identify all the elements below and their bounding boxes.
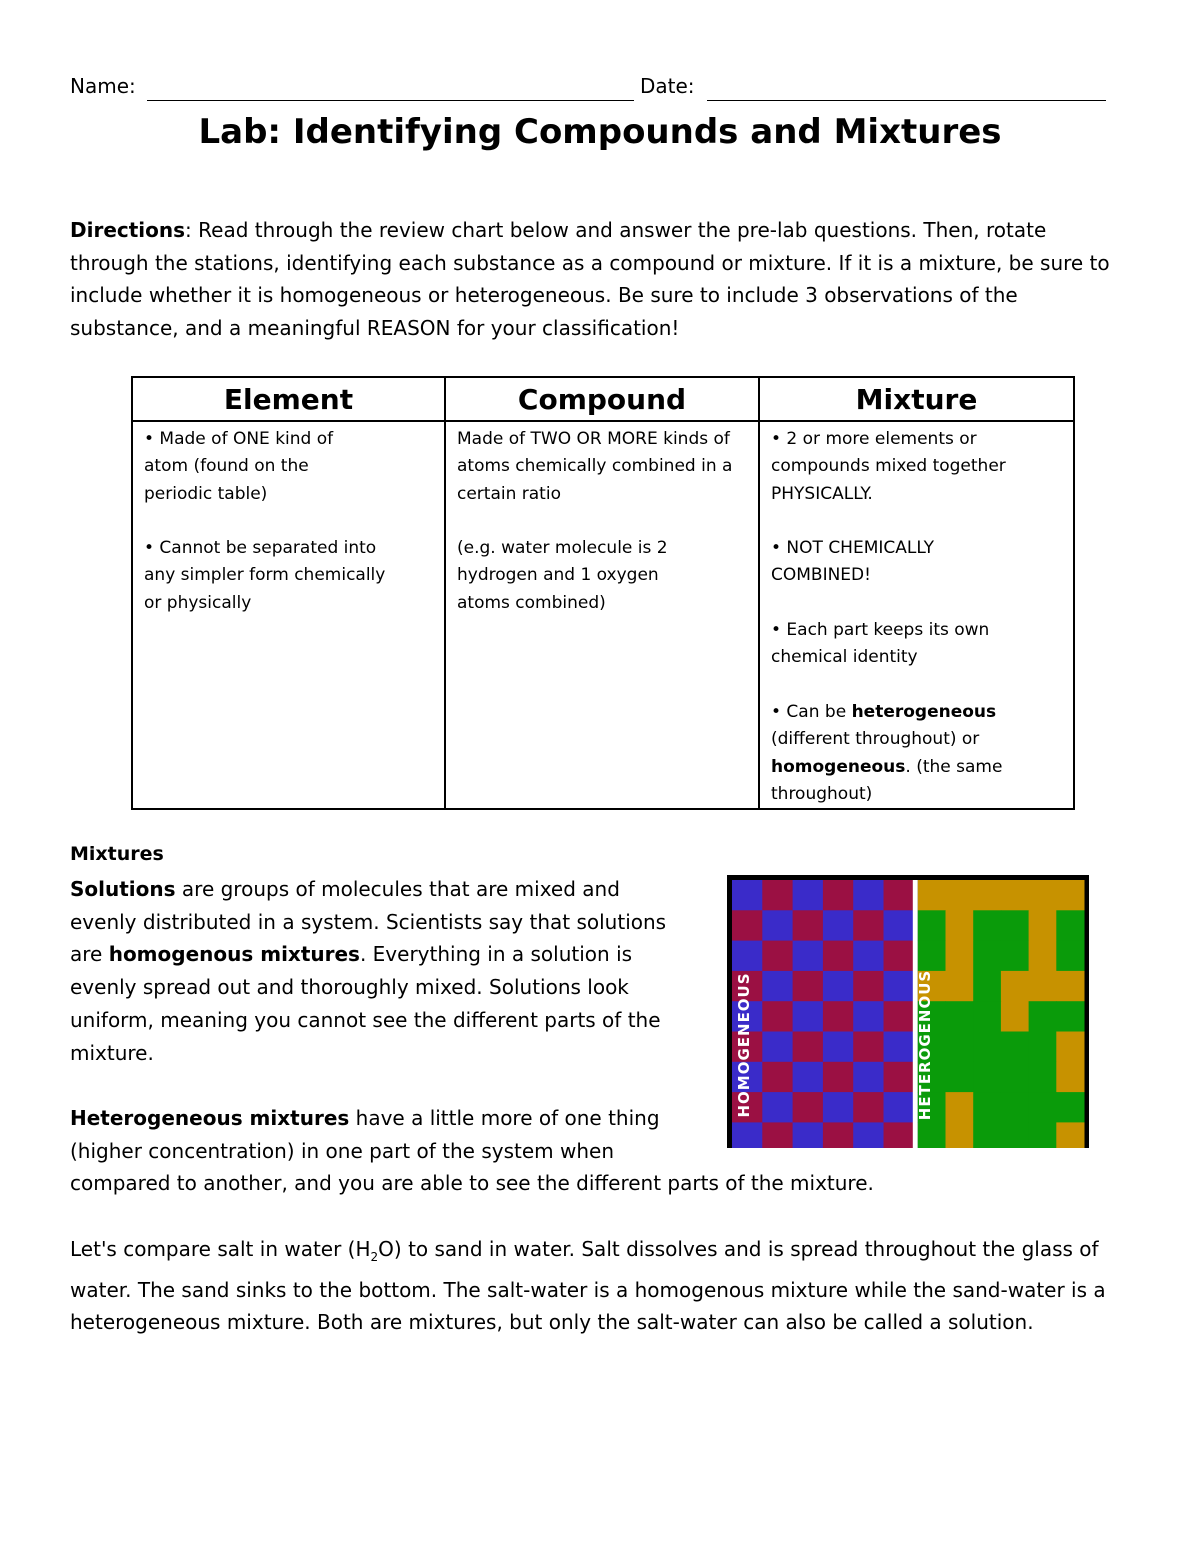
homogeneous-cell [762,1001,793,1032]
mixture-bullet-4-text-b: (different throughout) or [771,729,980,750]
heterogeneous-cell [1029,880,1057,911]
element-bullet-2: • Cannot be separated into any simpler form chemically or physically [144,538,386,613]
header-row [70,74,1106,104]
mixture-bullet-4-text-c: . (the same throughout) [771,756,1003,804]
heterogeneous-cell [918,880,946,911]
homogeneous-cell [823,1001,854,1032]
mixture-cell [759,421,1074,809]
heterogeneous-cell [1056,1001,1084,1032]
homogeneous-cell [823,1122,854,1148]
heterogeneous-cell [918,941,946,972]
homogeneous-cell [823,941,854,972]
heterogeneous-cell [1029,1092,1057,1123]
compound-cell [445,421,759,809]
heterogeneous-cell [1001,1032,1029,1063]
homogeneous-cell [823,1062,854,1093]
term-homogeneous: homogeneous [771,756,906,777]
mixtures-heading: Mixtures [70,843,164,865]
heterogeneous-cell [1001,941,1029,972]
heterogeneous-cell [973,971,1001,1002]
homogeneous-cell [793,910,824,941]
term-heterogeneous: heterogeneous [851,701,997,722]
term-solutions: Solutions [70,877,176,901]
homogeneous-cell [793,1092,824,1123]
date-label: Date: [640,74,695,98]
heterogeneous-cell [1001,1092,1029,1123]
heterogeneous-cell [946,910,974,941]
homogeneous-cell [853,880,884,911]
homogeneous-cell [762,941,793,972]
solutions-text-b: . Everything in a solution is evenly spread out and thoroughly mixed. Solutions look uniform, meaning you cannot see the different parts of the mixture. [70,942,661,1065]
heterogeneous-cell [1056,1122,1084,1148]
homogeneous-cell [823,880,854,911]
heterogeneous-cell [1001,910,1029,941]
heterogeneous-line-2: (higher concentration) in one part of the system when [70,1138,614,1163]
name-field-line[interactable] [147,100,634,101]
homogeneous-cell [762,910,793,941]
homogeneous-cell [853,1062,884,1093]
heterogeneous-cell [1029,1032,1057,1063]
heterogeneous-cell [918,910,946,941]
heterogeneous-cell [1056,1092,1084,1123]
heterogeneous-line-3: compared to another, and you are able to see the different parts of the mixture. [70,1171,874,1196]
heterogeneous-cell [946,1122,974,1148]
heterogeneous-cell [1029,1122,1057,1148]
homogeneous-cell [884,1062,915,1093]
heterogeneous-cell [1029,1062,1057,1093]
name-label: Name: [70,74,136,98]
homogeneous-cell [853,1122,884,1148]
homogeneous-cell [762,880,793,911]
heterogeneous-label: HETEROGENOUS [916,969,934,1121]
heterogeneous-cell [1029,941,1057,972]
heterogeneous-cell [973,1122,1001,1148]
mixture-bullet-4-text-a: • Can be [771,701,852,722]
homogeneous-cell [823,1032,854,1063]
chart-header-row [132,377,1074,421]
term-homogenous-mixtures: homogenous mixtures [108,942,360,967]
homogeneous-cell [884,971,915,1002]
directions-paragraph [70,214,1130,344]
homogeneous-cell [793,880,824,911]
directions-text: : Read through the review chart below and answer the pre-lab questions. Then, rotate through the stations, identifying each substance as a compound or mixture. If it is a mixture, be sure to include whether it is homogeneous or heterogeneous. Be sure to include 3 observations of the substance, and a meaningful REASON for your classification! [70,218,1110,340]
header-mixture: Mixture [759,377,1074,421]
term-heterogeneous-mixtures: Heterogeneous mixtures [70,1106,350,1130]
homogeneous-cell [853,910,884,941]
heterogeneous-cell [1001,1122,1029,1148]
heterogeneous-cell [1056,971,1084,1002]
heterogeneous-cell [946,880,974,911]
heterogeneous-text-a: have a little more of one thing [349,1106,660,1130]
page-title: Lab: Identifying Compounds and Mixtures [198,112,1002,152]
heterogeneous-cell [973,1062,1001,1093]
date-field-line[interactable] [707,100,1106,101]
homogeneous-cell [884,1001,915,1032]
homogeneous-cell [853,1001,884,1032]
homogeneous-cell [732,1122,763,1148]
heterogeneous-cell [946,971,974,1002]
homogeneous-cell [884,1092,915,1123]
homogeneous-cell [884,910,915,941]
compound-example: (e.g. water molecule is 2 hydrogen and 1 oxygen atoms combined) [457,538,668,613]
homogeneous-cell [823,971,854,1002]
heterogeneous-cell [1029,971,1057,1002]
homogeneous-cell [793,1122,824,1148]
comparison-text-a: Let's compare salt in water (H [70,1237,371,1261]
heterogeneous-cell [1056,941,1084,972]
solutions-paragraph [70,873,670,1069]
homogeneous-cell [884,1122,915,1148]
heterogeneous-cell [946,941,974,972]
heterogeneous-cell [1001,971,1029,1002]
homogeneous-cell [853,941,884,972]
mixture-bullet-4 [771,699,1021,808]
homogeneous-cell [793,941,824,972]
heterogeneous-cell [1029,1001,1057,1032]
heterogeneous-cell [1056,910,1084,941]
homogeneous-cell [853,971,884,1002]
comparison-text-b: O) to sand in water. Salt dissolves and is spread throughout the glass of water. The sand sinks to the bottom. The salt-water is a homogenous mixture while the sand-water is a heterogeneous mixture. Both are mixtures, but only the salt-water can also be called a solution. [70,1237,1106,1335]
homogeneous-cell [793,1032,824,1063]
homogeneous-cell [793,1001,824,1032]
mixture-illustration [727,875,1089,1148]
homogeneous-cell [762,971,793,1002]
solutions-text-a: are groups of molecules that are mixed and evenly distributed in a system. Scientists say that solutions are [70,877,667,967]
subscript-2: 2 [370,1250,379,1264]
heterogeneous-cell [1056,1032,1084,1063]
compound-definition: Made of TWO OR MORE kinds of atoms chemically combined in a certain ratio [457,429,733,504]
homogeneous-cell [823,1092,854,1123]
homogeneous-cell [762,1032,793,1063]
element-bullet-1: • Made of ONE kind of atom (found on the periodic table) [144,429,334,504]
homogeneous-label: HOMOGENEOUS [735,972,753,1118]
heterogeneous-cell [946,1092,974,1123]
homogeneous-cell [884,941,915,972]
heterogeneous-cell [946,1062,974,1093]
homogeneous-cell [884,1032,915,1063]
heterogeneous-cell [1056,1062,1084,1093]
heterogeneous-cell [973,910,1001,941]
homogeneous-cell [732,880,763,911]
mixture-bullet-2: • NOT CHEMICALLY COMBINED! [771,538,934,586]
homogeneous-cell [732,910,763,941]
heterogeneous-cell [946,1001,974,1032]
heterogeneous-cell [973,1092,1001,1123]
heterogeneous-cell [973,941,1001,972]
homogeneous-cell [793,1062,824,1093]
comparison-paragraph [70,1233,1130,1339]
heterogeneous-cell [1029,910,1057,941]
homogeneous-cell [853,1032,884,1063]
heterogeneous-cell [1001,1001,1029,1032]
heterogeneous-cell [1001,1062,1029,1093]
homogeneous-cell [762,1092,793,1123]
homogeneous-cell [823,910,854,941]
homogeneous-cell [853,1092,884,1123]
chart-body-row [132,421,1074,809]
header-element: Element [132,377,445,421]
header-compound: Compound [445,377,759,421]
heterogeneous-cell [1001,880,1029,911]
homogeneous-cell [762,1122,793,1148]
heterogeneous-cell [946,1032,974,1063]
mixture-bullet-3: • Each part keeps its own chemical identity [771,620,990,668]
mixture-illustration-svg [727,875,1089,1148]
heterogeneous-cell [973,1001,1001,1032]
homogeneous-cell [884,880,915,911]
homogeneous-cell [793,971,824,1002]
homogeneous-cell [732,941,763,972]
mixture-bullet-1: • 2 or more elements or compounds mixed together PHYSICALLY. [771,429,1006,504]
element-cell [132,421,445,809]
heterogeneous-cell [973,880,1001,911]
heterogeneous-cell [918,1122,946,1148]
homogeneous-cell [762,1062,793,1093]
directions-label: Directions [70,218,186,242]
heterogeneous-cell [1056,880,1084,911]
heterogeneous-cell [973,1032,1001,1063]
review-chart [131,376,1075,810]
